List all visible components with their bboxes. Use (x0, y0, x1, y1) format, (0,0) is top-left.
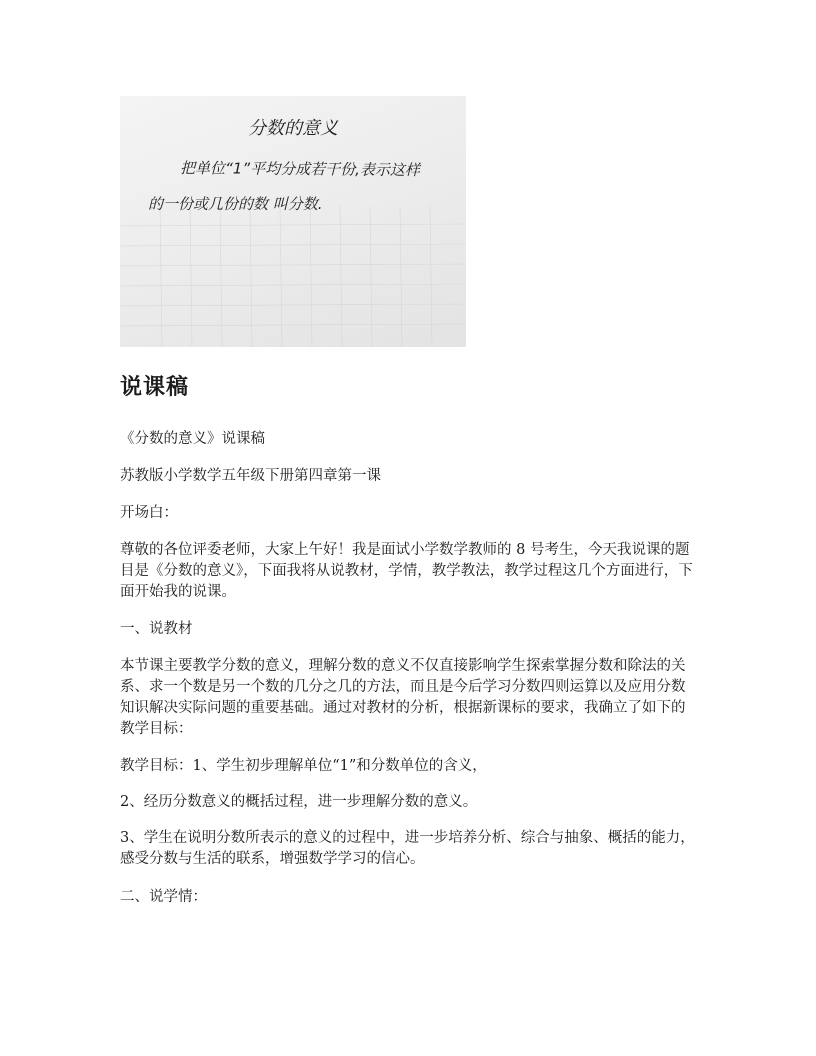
paragraph-goal-1: 教学目标：1、学生初步理解单位“1”和分数单位的含义， (120, 758, 487, 774)
paragraph-textbook: 苏教版小学数学五年级下册第四章第一课 (120, 468, 381, 484)
grid-paper-lines (120, 96, 466, 347)
handwriting-line-2: 的一份或几份的数 叫分数. (148, 195, 323, 213)
handwriting-title: 分数的意义 (248, 118, 338, 139)
paragraph-goal-2: 2、经历分数意义的概括过程，进一步理解分数的意义。 (120, 794, 478, 810)
handwriting-line-1: 把单位“1”平均分成若干份,表示这样 (179, 159, 420, 180)
paragraph-goal-3: 3、学生在说明分数所表示的意义的过程中，进一步培养分析、综合与抽象、概括的能力，感受分数与生活的联系，增强数学学习的信心。 (120, 830, 695, 867)
paragraph-opening: 尊敬的各位评委老师，大家上午好！我是面试小学数学教师的 8 号考生，今天我说课的题目是《分数的意义》，下面我将从说教材，学情，教学教法，教学过程这几个方面进行，下面开始我的说课。 (120, 542, 693, 600)
section-heading: 说课稿 (120, 375, 190, 400)
paragraph-doc-title: 《分数的意义》说课稿 (120, 431, 265, 447)
paragraph-textbook-analysis: 本节课主要教学分数的意义，理解分数的意义不仅直接影响学生探索掌握分数和除法的关系、求一个数是另一个数的几分之几的方法，而且是今后学习分数四则运算以及应用分数知识解决实际问题的重要基础。通过对教材的分析，根据新课标的要求，我确立了如下的教学目标： (120, 658, 686, 737)
paragraph-section-1: 一、说教材 (120, 621, 193, 637)
paragraph-section-2: 二、说学情： (120, 889, 207, 905)
paragraph-opening-label: 开场白： (120, 505, 178, 521)
handwritten-note-photo (120, 96, 466, 347)
